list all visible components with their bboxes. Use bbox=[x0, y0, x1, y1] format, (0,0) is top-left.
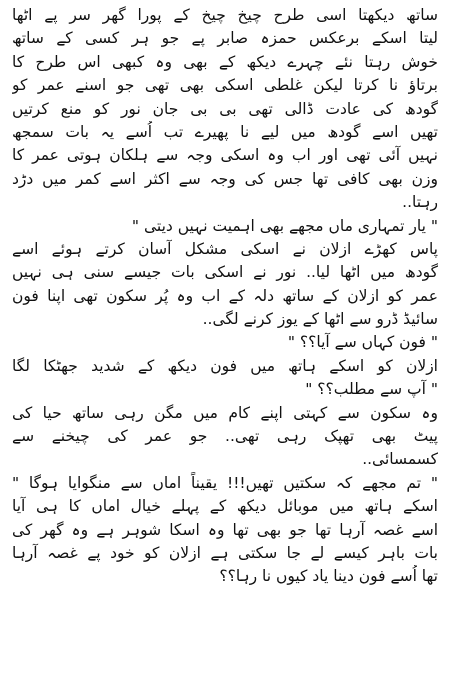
text-line: نہیں آئی تھی اور اب وہ اسکی وجہ سے ہلکان ہوتی عمر کا bbox=[12, 146, 438, 165]
dialogue-line: " آپ سے مطلب؟؟ " bbox=[305, 380, 438, 399]
text-line: اسے غصہ آرہا تھا جو بھی تھا وہ اسکا شوہر ہے وہ گھر کی bbox=[12, 520, 438, 539]
text-line: وہ سکون سے کہتی اپنے کام میں مگن رہی ساتھ حیا کی bbox=[12, 403, 438, 422]
text-line: ساتھ دیکھتا اسی طرح چیخ چیخ کے پورا گھر سر پے اٹھا bbox=[12, 6, 438, 24]
text-line: کسمسائی.. bbox=[362, 450, 438, 469]
text-line: سائیڈ ڈرو سے اٹھا کے یوز کرنے لگی.. bbox=[202, 310, 438, 329]
text-line: اسکے ہاتھ میں موبائل دیکھ کے پہلے خیال اماں کا ہی آیا bbox=[12, 497, 438, 516]
text-line: وزن بھی کافی تھا جس کی وجہ سے اکثر اسے کمر میں دڑد bbox=[12, 169, 438, 188]
dialogue-line: " فون کہاں سے آیا؟؟ " bbox=[287, 333, 438, 352]
dialogue-line: " یار تمہاری ماں مجھے بھی اہمیت نہیں دیتی " bbox=[131, 216, 438, 235]
text-line: رہتا.. bbox=[402, 193, 438, 212]
text-line: پیٹ بھی تھپک رہی تھی.. جو عمر کی چیخنے سے bbox=[12, 427, 438, 446]
text-line: تھا اُسے فون دینا یاد کیوں نا رہا؟؟ bbox=[219, 567, 438, 586]
text-line: عمر کو ازلان کے ساتھ دلہ کے اب وہ پُر سکون تھی اپنا فون bbox=[12, 286, 438, 305]
text-line: خوش رہتا نئے چہرے دیکھ کے بھی وہ کبھی اس طرح کا bbox=[12, 52, 438, 71]
text-line: لیتا اسکے برعکس حمزہ صابر پے جو ہر کسی کے ساتھ bbox=[12, 29, 438, 48]
text-line: پاس کھڑے ازلان نے اسکی مشکل آسان کرتے ہوئے اسے bbox=[12, 239, 438, 258]
text-line: گودھ میں اٹھا لیا.. نور نے اسکی بات جیسے سنی ہی نہیں bbox=[12, 263, 438, 282]
text-line: برتاؤ نا کرتا لیکن غلطی اسکی بھی تھی جو اسنے عمر کو bbox=[12, 76, 438, 95]
text-line: ازلان کو اسکے ہاتھ میں فون دیکھ کے شدید جھٹکا لگا bbox=[12, 356, 438, 375]
dialogue-line: " تم مجھے کہ سکتیں تھیں!!! یقیناً اماں سے منگوایا ہوگا " bbox=[12, 473, 438, 492]
text-line: تھیں اسے گودھ میں لیے نا پھیرے تب اُسے یہ بات سمجھ bbox=[12, 122, 438, 141]
text-line: گودھ کی عادت ڈالی تھی بی بی جان نور کو منع کرتیں bbox=[12, 99, 438, 118]
text-line: بات باہر کیسے لے جا سکتی ہے ازلان کو خود پے غصہ آرہا bbox=[12, 543, 438, 562]
